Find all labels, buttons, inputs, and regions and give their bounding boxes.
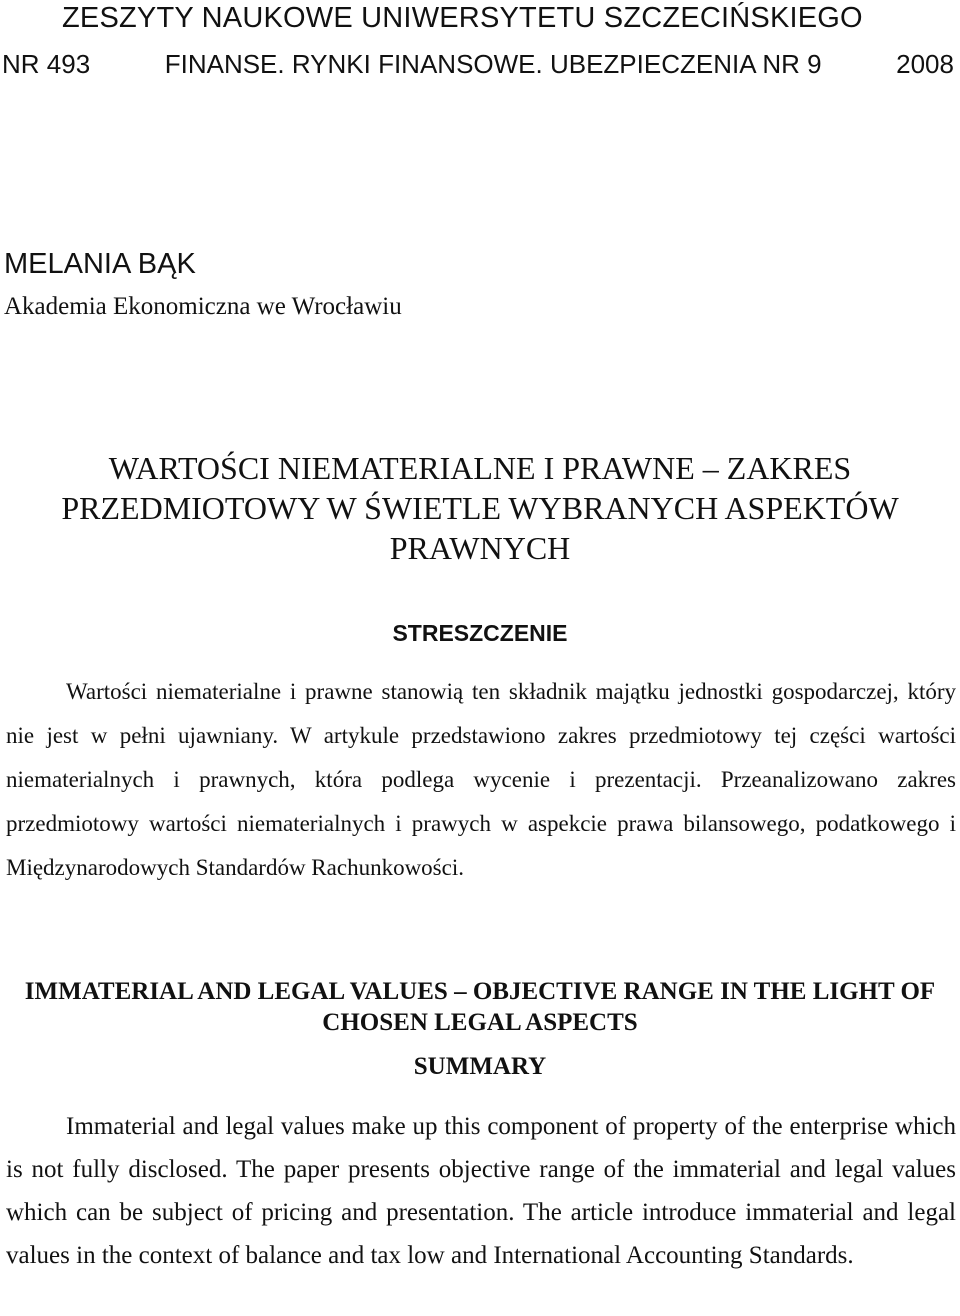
polish-abstract-heading: STRESZCZENIE: [392, 620, 568, 646]
english-title: IMMATERIAL AND LEGAL VALUES – OBJECTIVE RANGE IN THE LIGHT OF CHOSEN LEGAL ASPECTS: [24, 978, 936, 1036]
issue-line: [2, 49, 954, 80]
issue-year: 2008: [896, 49, 954, 79]
author-name: MELANIA BĄK: [4, 248, 196, 280]
author-affiliation: Akademia Ekonomiczna we Wrocławiu: [4, 293, 402, 320]
polish-abstract: Wartości niematerialne i prawne stanowią ten składnik majątku jednostki gospodarczej, który nie jest w pełni ujawniany. W artykule przedstawiono zakres przedmiotowy tej części wartości niematerialnych i prawnych, która podlega wycenie i prezentacji. Przeanalizowano zakres przedmiotowy wartości niematerialnych i prawych w aspekcie prawa bilansowego, podatkowego i Międzynarodowych Standardów Rachunkowości.: [6, 679, 956, 880]
issue-number: NR 493: [2, 49, 91, 79]
english-summary: Immaterial and legal values make up this component of property of the enterprise which is not fully disclosed. The paper presents objective range of the immaterial and legal values which can be subject of pricing and presentation. The article introduce immaterial and legal values in the context of balance and tax low and International Accounting Standards.: [6, 1113, 956, 1269]
polish-title: WARTOŚCI NIEMATERIALNE I PRAWNE – ZAKRES PRZEDMIOTOWY W ŚWIETLE WYBRANYCH ASPEKTÓW PRAWNYCH: [61, 450, 899, 566]
series-title: FINANSE. RYNKI FINANSOWE. UBEZPIECZENIA NR 9: [164, 49, 822, 79]
journal-header: [0, 0, 960, 90]
english-summary-heading: SUMMARY: [413, 1053, 547, 1080]
journal-title: ZESZYTY NAUKOWE UNIWERSYTETU SZCZECIŃSKIEGO: [62, 2, 863, 34]
